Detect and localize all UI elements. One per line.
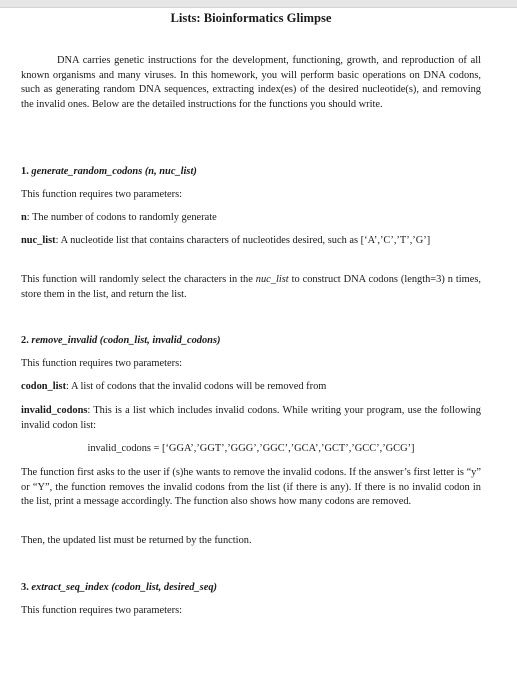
section-3-number: 3. <box>21 582 29 593</box>
section-3-heading <box>21 581 481 596</box>
section-2-param-codon-list <box>21 380 481 395</box>
section-1-requires: This function requires two parameters: <box>21 189 183 200</box>
desc-text: This function will randomly select the characters in the <box>21 274 256 285</box>
section-1-title: generate_random_codons (n, nuc_list) <box>31 166 197 177</box>
section-1-description <box>21 273 481 302</box>
param-name: codon_list <box>21 381 67 392</box>
section-2-then: Then, the updated list must be returned by the function. <box>21 535 252 546</box>
document-title: Lists: Bioinformatics Glimpse <box>170 11 332 25</box>
section-2-number: 2. <box>21 335 29 346</box>
section-2-param-invalid-codons <box>21 404 481 433</box>
section-3-title: extract_seq_index (codon_list, desired_seq) <box>31 582 217 593</box>
param-desc: : The number of codons to randomly generate <box>26 212 217 223</box>
section-1-param-nuc-list <box>21 234 481 249</box>
param-desc: : This is a list which includes invalid codons. While writing your program, use the following invalid codon list: <box>21 405 481 431</box>
section-1-number: 1. <box>21 166 29 177</box>
section-1-heading <box>21 165 481 180</box>
section-2-title: remove_invalid (codon_list, invalid_codons) <box>31 335 221 346</box>
section-3-requires: This function requires two parameters: <box>21 605 183 616</box>
section-2-heading <box>21 334 481 349</box>
section-2-requires: This function requires two parameters: <box>21 358 183 369</box>
top-bar <box>0 0 517 8</box>
desc-text: to construct DNA codons (length=3) n times, store them in the list, and return the list. <box>21 274 482 300</box>
param-name: invalid_codons <box>21 405 88 416</box>
desc-emphasis: nuc_list <box>255 274 289 285</box>
invalid-codons-list: invalid_codons = [‘GGA’,’GGT’,’GGG’,’GGC’,’GCA’,’GCT’,’GCC’,’GCG’] <box>87 443 415 454</box>
section-1-param-n <box>21 211 481 226</box>
param-desc: : A list of codons that the invalid codons will be removed from <box>66 381 327 392</box>
param-name: nuc_list <box>21 235 56 246</box>
intro-paragraph: DNA carries genetic instructions for the development, functioning, growth, and reproduction of all known organisms and many viruses. In this homework, you will perform basic operations on DNA codons, such as generating random DNA sequences, extracting index(es) of the desired nucleotide(s), and removing the invalid ones. Below are the detailed instructions for the functions you should write. <box>21 55 481 110</box>
param-desc: : A nucleotide list that contains characters of nucleotides desired, such as [‘A’,’C’,’T’,’G’] <box>55 235 431 246</box>
param-name: n <box>21 212 27 223</box>
section-2-description: The function first asks to the user if (s)he wants to remove the invalid codons. If the answer’s first letter is “y” or “Y”, the function removes the invalid codons from the list (if there is any). If there is no invalid codon in the list, print a message accordingly. The function also shows how many codons are removed. <box>21 467 481 508</box>
